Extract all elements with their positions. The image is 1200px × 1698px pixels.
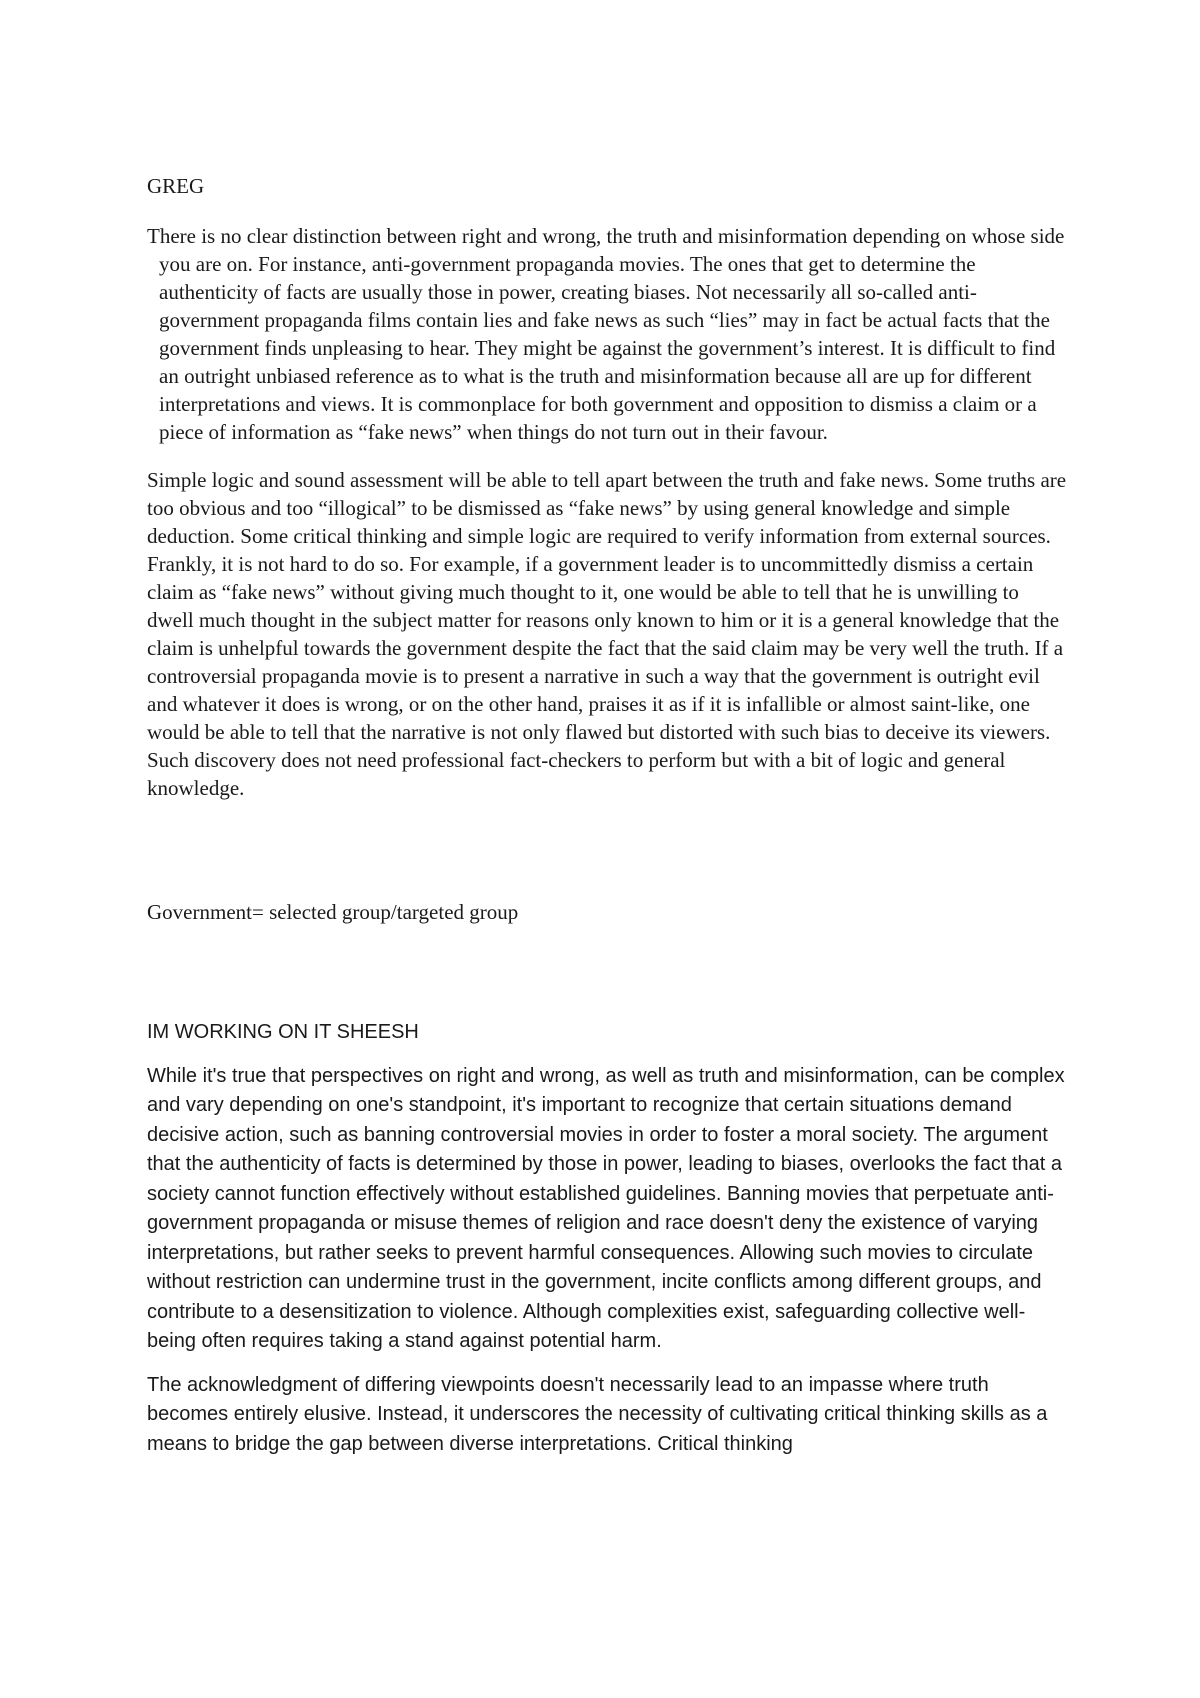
heading-working-on-it: IM WORKING ON IT SHEESH	[147, 1021, 419, 1043]
working-paragraph-1: While it's true that perspectives on right and wrong, as well as truth and misinformation, can be complex and vary depending on one's standpoint, it's important to recognize that certain situations demand decisive action, such as banning controversial movies in order to foster a moral society. The argument that the authenticity of facts is determined by those in power, leading to biases, overlooks the fact that a society cannot function effectively without established guidelines. Banning movies that perpetuate anti-government propaganda or misuse themes of religion and race doesn't deny the existence of varying interpretations, but rather seeks to prevent harmful consequences. Allowing such movies to circulate without restriction can undermine trust in the government, incite conflicts among different groups, and contribute to a desensitization to violence. Although complexities exist, safeguarding collective well-being often requires taking a stand against potential harm.	[147, 1064, 1065, 1352]
greg-paragraph-2: Simple logic and sound assessment will be able to tell apart between the truth and fake news. Some truths are too obvious and too “illogical” to be dismissed as “fake news” by using general knowledge and simple deduction. Some critical thinking and simple logic are required to verify information from external sources. Frankly, it is not hard to do so. For example, if a government leader is to uncommittedly dismiss a certain claim as “fake news” without giving much thought to it, one would be able to tell that he is unwilling to dwell much thought in the subject matter for reasons only known to him or it is a general knowledge that the claim is unhelpful towards the government despite the fact that the said claim may be very well the truth. If a controversial propaganda movie is to present a narrative in such a way that the government is outright evil and whatever it does is wrong, or on the other hand, praises it as if it is infallible or almost saint-like, one would be able to tell that the narrative is not only flawed but distorted with such bias to deceive its viewers. Such discovery does not need professional fact-checkers to perform but with a bit of logic and general knowledge.	[147, 468, 1067, 800]
greg-paragraph-1: There is no clear distinction between right and wrong, the truth and misinformation depending on whose side you are on. For instance, anti-government propaganda movies. The ones that get to determine the authenticity of facts are usually those in power, creating biases. Not necessarily all so-called anti-government propaganda films contain lies and fake news as such “lies” may in fact be actual facts that the government finds unpleasing to hear. They might be against the government’s interest. It is difficult to find an outright unbiased reference as to what is the truth and misinformation because all are up for different interpretations and views. It is commonplace for both government and opposition to dismiss a claim or a piece of information as “fake news” when things do not turn out in their favour.	[147, 224, 1065, 444]
working-paragraph-2: The acknowledgment of differing viewpoints doesn't necessarily lead to an impasse where truth becomes entirely elusive. Instead, it underscores the necessity of cultivating critical thinking skills as a means to bridge the gap between diverse interpretations. Critical thinking	[147, 1373, 1048, 1455]
document-body	[147, 172, 1067, 1473]
government-note: Government= selected group/targeted group	[147, 900, 519, 924]
heading-greg: GREG	[147, 174, 205, 198]
